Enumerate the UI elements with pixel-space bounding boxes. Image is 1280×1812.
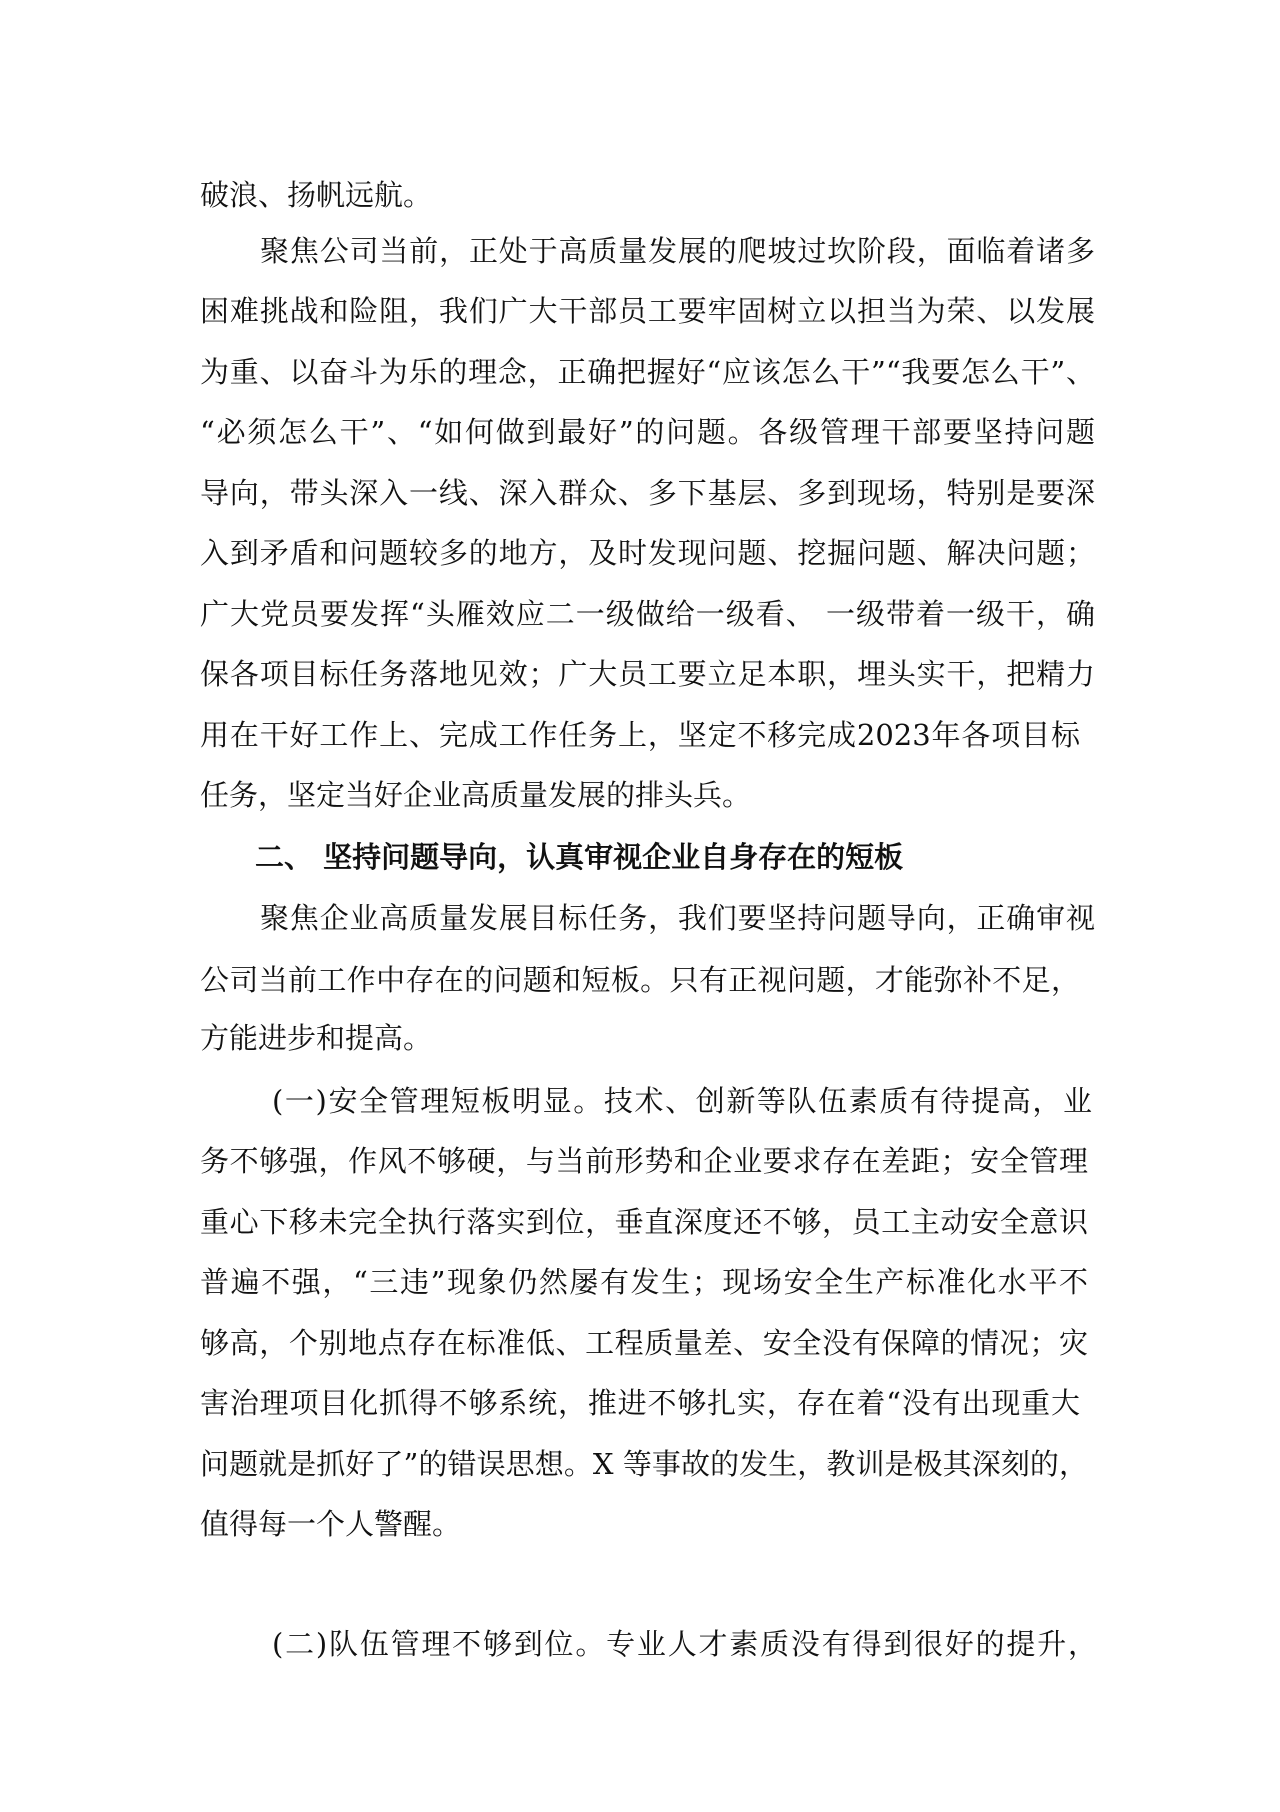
paragraph-first-line: 聚焦企业高质量发展目标任务，我们要坚持问题导向，正确审视 bbox=[260, 901, 1095, 935]
subsection-first-line: (二)队伍管理不够到位。专业人才素质没有得到很好的提升， bbox=[272, 1627, 1097, 1661]
text-line: “必须怎么干”、“如何做到最好”的问题。各级管理干部要坚持问题 bbox=[200, 415, 1095, 449]
text-line: 用在干好工作上、完成工作任务上，坚定不移完成2023年各项目标 bbox=[200, 718, 1080, 752]
text-line: 公司当前工作中存在的问题和短板。只有正视问题，才能弥补不足， bbox=[200, 963, 1080, 997]
text-line: 重心下移未完全执行落实到位，垂直深度还不够，员工主动安全意识 bbox=[200, 1205, 1088, 1239]
section-heading: 二、 坚持问题导向，认真审视企业自身存在的短板 bbox=[255, 840, 904, 874]
text-line: 导向，带头深入一线、深入群众、多下基层、多到现场，特别是要深 bbox=[200, 476, 1095, 510]
text-line: 任务，坚定当好企业高质量发展的排头兵。 bbox=[200, 778, 752, 812]
text-line: 破浪、扬帆远航。 bbox=[200, 178, 433, 212]
text-line: 普遍不强，“三违”现象仍然屡有发生；现场安全生产标准化水平不 bbox=[200, 1265, 1088, 1299]
text-line: 广大党员要发挥“头雁效应二一级做给一级看、 一级带着一级干，确 bbox=[200, 597, 1095, 631]
text-line: 方能进步和提高。 bbox=[200, 1021, 433, 1055]
text-line: 入到矛盾和问题较多的地方，及时发现问题、挖掘问题、解决问题； bbox=[200, 536, 1095, 570]
text-line: 务不够强，作风不够硬，与当前形势和企业要求存在差距；安全管理 bbox=[200, 1144, 1088, 1178]
text-line: 保各项目标任务落地见效；广大员工要立足本职，埋头实干，把精力 bbox=[200, 657, 1095, 691]
text-line: 害治理项目化抓得不够系统，推进不够扎实，存在着“没有出现重大 bbox=[200, 1386, 1080, 1420]
paragraph-first-line: 聚焦公司当前，正处于高质量发展的爬坡过坎阶段，面临着诸多 bbox=[260, 234, 1095, 268]
text-line: 为重、以奋斗为乐的理念，正确把握好“应该怎么干”“我要怎么干”、 bbox=[200, 355, 1095, 389]
text-line: 困难挑战和险阻，我们广大干部员工要牢固树立以担当为荣、以发展 bbox=[200, 294, 1095, 328]
text-line: 问题就是抓好了”的错误思想。X 等事故的发生，教训是极其深刻的， bbox=[200, 1447, 1088, 1481]
text-line: 够高，个别地点存在标准低、工程质量差、安全没有保障的情况；灾 bbox=[200, 1326, 1088, 1360]
subsection-first-line: (一)安全管理短板明显。技术、创新等队伍素质有待提高，业 bbox=[272, 1084, 1092, 1118]
text-line: 值得每一个人警醒。 bbox=[200, 1507, 462, 1541]
